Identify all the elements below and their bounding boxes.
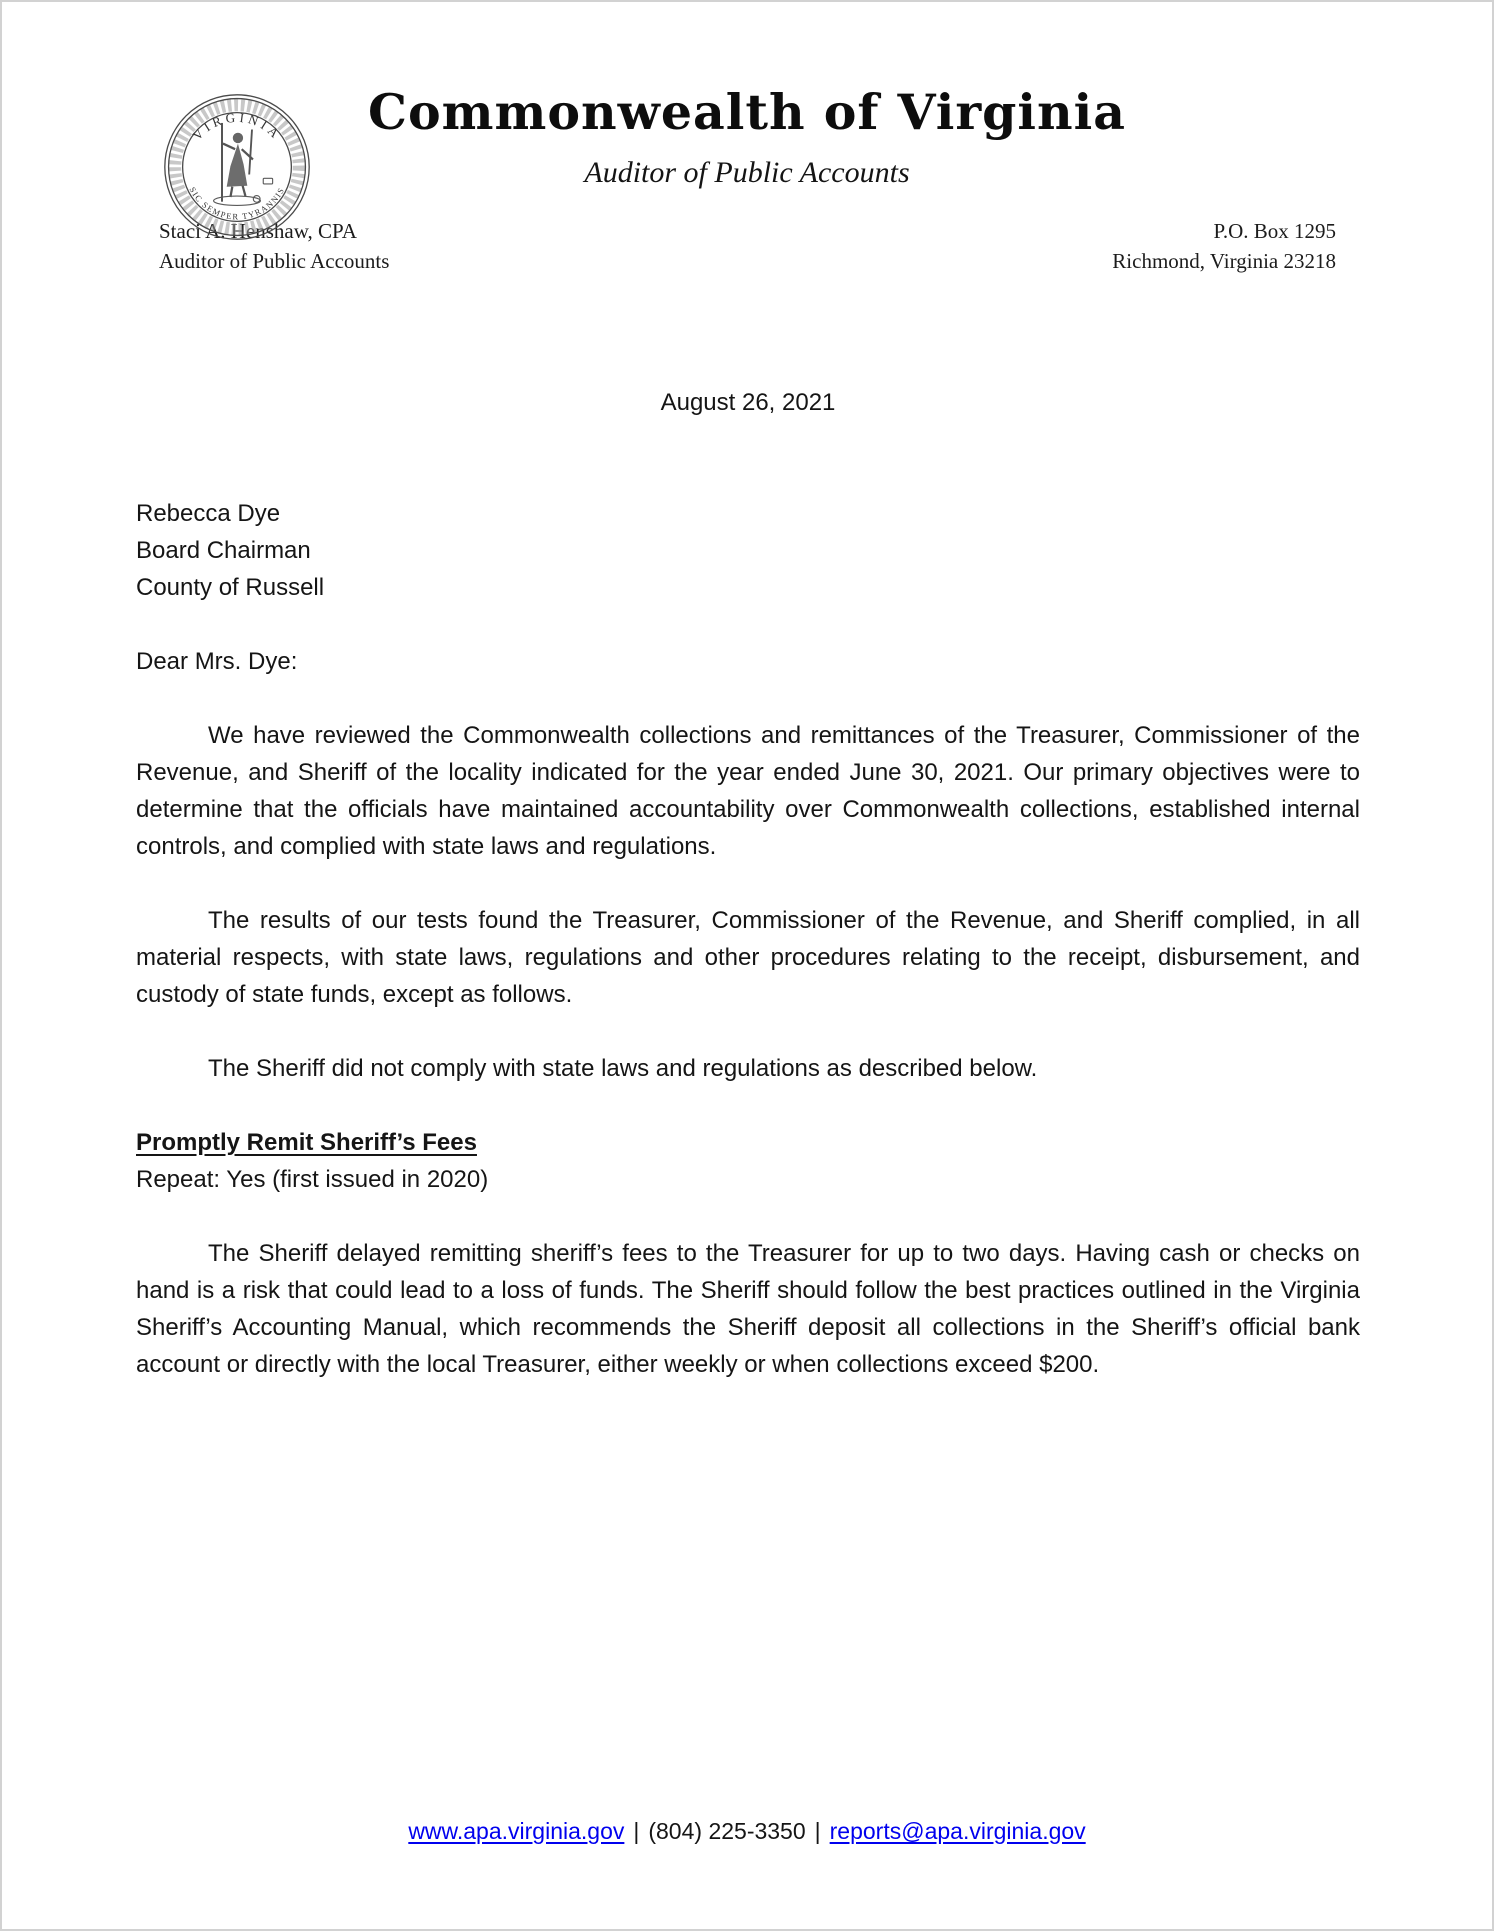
virginia-state-seal-icon [162, 92, 312, 242]
paragraph-noncompliance: The Sheriff did not comply with state laws and regulations as described below. [208, 1054, 1038, 1082]
auditor-role: Auditor of Public Accounts [159, 248, 390, 273]
auditor-name: Staci A. Henshaw, CPA [159, 218, 357, 243]
paragraph-review-scope: We have reviewed the Commonwealth collections and remittances of the Treasurer, Commissioner of the Revenue, and Sheriff of the locality indicated for the year ended June 30, 2021. Our primary objectives were to determine that the officials have maintained accountability over Commonwealth collections, established internal controls, and complied with state laws and regulations. [136, 721, 1360, 860]
website-link[interactable]: www.apa.virginia.gov [408, 1818, 625, 1844]
seal-svg [162, 92, 312, 242]
recipient-locality: County of Russell [136, 573, 325, 601]
seal-top-text: VIRGINIA [189, 109, 285, 144]
letter-date: August 26, 2021 [660, 388, 836, 416]
email-link[interactable]: reports@apa.virginia.gov [829, 1818, 1086, 1844]
svg-text:SIC SEMPER TYRANNIS [187, 185, 286, 221]
address-line-2: Richmond, Virginia 23218 [1112, 248, 1336, 273]
footer-separator-1: | [633, 1818, 640, 1844]
paragraph-test-results: The results of our tests found the Treasurer, Commissioner of the Revenue, and Sheriff complied, in all material respects, with state laws, regulations and other procedures relating to the receipt, disbursement, and custody of state funds, except as follows. [136, 906, 1360, 1008]
finding-heading: Promptly Remit Sheriff’s Fees [136, 1128, 477, 1156]
paragraph-finding-detail: The Sheriff delayed remitting sheriff’s fees to the Treasurer for up to two days. Having cash or checks on hand is a risk that could lead to a loss of funds. The Sheriff should follow the best practices outlined in the Virginia Sheriff’s Accounting Manual, which recommends the Sheriff deposit all collections in the Sheriff’s official bank account or directly with the local Treasurer, either weekly or when collections exceed $200. [136, 1239, 1360, 1378]
org-title: Commonwealth of Virginia [368, 83, 1126, 141]
recipient-title: Board Chairman [136, 536, 311, 564]
office-address-block [1112, 216, 1336, 276]
footer-separator-2: | [814, 1818, 821, 1844]
org-subtitle: Auditor of Public Accounts [584, 155, 910, 189]
finding-repeat-line: Repeat: Yes (first issued in 2020) [136, 1165, 489, 1193]
recipient-block [136, 495, 1360, 606]
seal-bottom-text: SIC SEMPER TYRANNIS [187, 185, 287, 222]
letter-footer [2, 1818, 1492, 1929]
letterhead [2, 2, 1492, 276]
address-line-1: P.O. Box 1295 [1213, 218, 1336, 243]
phone-number: (804) 225-3350 [648, 1818, 806, 1844]
letter-body [2, 276, 1492, 1383]
recipient-name: Rebecca Dye [136, 499, 281, 527]
salutation: Dear Mrs. Dye: [136, 647, 298, 675]
virtus-figure [214, 123, 273, 206]
